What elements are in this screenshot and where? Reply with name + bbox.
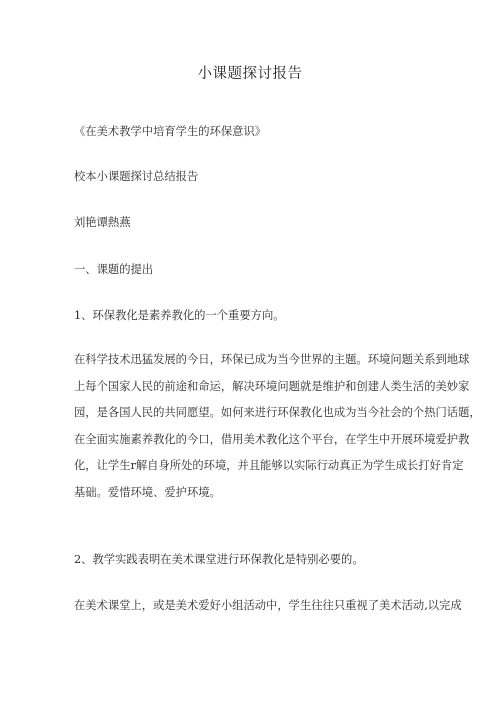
section-heading: 一、课题的提出 [74, 263, 154, 276]
body-paragraph-1 [74, 347, 481, 506]
paragraph-line: 在全面实施素养教化的今口，借用美术教化这个平台，在学生中开展环境爱护教 [74, 432, 470, 446]
document-title: 小课题探讨报告 [197, 66, 303, 82]
point-heading-2: 2、教学实践表明在美术课堂进行环保教化是特别必要的。 [74, 553, 364, 566]
paragraph-line: 化，让学生r解自身所处的环境，并且能够以实际行动真正为学生成长打好肯定 [74, 459, 464, 472]
body-paragraph-2-start: 在美术课堂上，或是美术爱好小组活动中，学生往往只重视了美术活动,以完成 [74, 599, 462, 612]
document-subtitle: 《在美术教学中培育学生的环保意识》 [74, 125, 267, 138]
report-type-line: 校本小课题探讨总结报告 [74, 170, 199, 183]
paragraph-line: 基础。爱惜环境、爱护环境。 [74, 485, 221, 499]
paragraph-line: 上每个国家人民的前途和命运，解决环境问题就是维护和创建人类生活的美妙家 [74, 379, 470, 393]
authors-line: 刘艳谭熱燕 [74, 216, 131, 229]
point-heading-1: 1、环保教化是素养教化的一个重要方向。 [74, 309, 285, 322]
paragraph-line: 园，是各国人民的共同愿望。如何来进行环保教化也成为当今社会的个热门话题， [74, 406, 481, 419]
paragraph-line: 在科学技术迅猛发展的今日，环保已成为当今世界的主题。环境问题关系到地球 [74, 353, 470, 366]
